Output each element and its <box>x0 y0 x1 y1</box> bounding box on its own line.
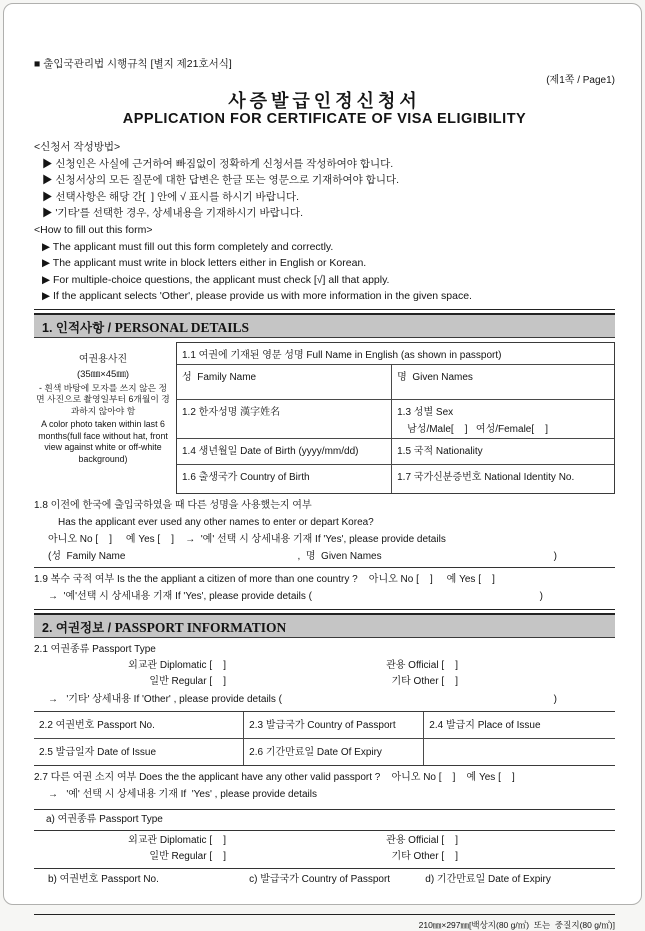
sex-checkboxes[interactable]: 남성/Male[ ] 여성/Female[ ] <box>407 423 549 435</box>
photo-title: 여권용사진 <box>78 353 128 365</box>
field-2-5-date-of-issue[interactable]: 2.5 발급일자 Date of Issue <box>39 746 157 758</box>
section1-header-english: PERSONAL DETAILS <box>114 319 250 335</box>
section1-header <box>34 313 615 338</box>
checkbox-other[interactable]: 기타 Other [ ] <box>391 851 458 863</box>
field-1-8-label-korean: 1.8 이전에 한국에 출입국하였을 때 다른 성명을 사용했는지 여부 <box>34 499 312 511</box>
divider <box>34 830 615 831</box>
field-1-5-nationality[interactable]: 1.5 국적 Nationality <box>391 439 614 464</box>
form-title-english: APPLICATION FOR CERTIFICATE OF VISA ELIGIBILITY <box>122 111 527 127</box>
scanned-page <box>3 3 642 930</box>
sub-a-passport-type: a) 여권종류 Passport Type <box>46 813 163 825</box>
checkbox-other[interactable]: 기타 Other [ ] <box>391 676 458 688</box>
instructions-english-heading: <How to fill out this form> <box>34 223 153 236</box>
divider <box>34 809 615 810</box>
regulation-note: ■ 출입국관리법 시행규칙 [별지 제21호서식] <box>34 58 232 70</box>
photo-note-korean: - 흰색 바탕에 모자를 쓰지 않은 정면 사진으로 촬영일부터 6개월이 경과하지 않아야 함 <box>36 382 170 416</box>
instruction-item: ▶ For multiple-choice questions, the applicant must check [√] all that apply. <box>42 273 390 286</box>
field-2-3-country-of-passport[interactable]: 2.3 발급국가 Country of Passport <box>243 712 423 738</box>
personal-details-table <box>34 342 615 494</box>
photo-size: (35㎜×45㎜) <box>76 368 129 380</box>
field-1-9-label[interactable]: 1.9 복수 국적 여부 Is the the appliant a citizen of more than one country ? 아니오 No [ ] 예 Yes [ ] <box>34 573 495 585</box>
instructions <box>34 139 615 305</box>
divider <box>34 567 615 568</box>
checkbox-diplomatic[interactable]: 외교관 Diplomatic [ ] <box>128 659 226 671</box>
detail-open: → '기타' 상세내용 If 'Other' , please provide details ( <box>48 693 283 705</box>
bottom-rule <box>34 914 615 915</box>
field-2-1 <box>34 641 615 708</box>
field-1-7-national-identity-no[interactable]: 1.7 국가신분증번호 National Identity No. <box>391 465 614 493</box>
empty-cell <box>423 739 615 765</box>
field-1-8-detail-blank[interactable] <box>34 548 557 565</box>
field-1-9 <box>34 571 615 605</box>
sub-c-country-of-passport[interactable]: c) 발급국가 Country of Passport <box>249 873 391 885</box>
checkbox-regular[interactable]: 일반 Regular [ ] <box>149 676 226 688</box>
section2-header <box>34 613 615 638</box>
detail-close: ) <box>539 590 543 602</box>
photo-note-english: A color photo taken within last 6 months(full face without hat, front view against white or off-white background) <box>38 419 168 464</box>
field-2-6-date-of-expiry[interactable]: 2.6 기간만료일 Date Of Expiry <box>243 739 423 765</box>
checkbox-official[interactable]: 관용 Official [ ] <box>386 659 458 671</box>
checkbox-diplomatic[interactable]: 외교관 Diplomatic [ ] <box>128 834 226 846</box>
field-1-8 <box>34 497 615 565</box>
photo-instructions <box>34 342 176 494</box>
detail-open: → '예'선택 시 상세내용 기재 If 'Yes', please provide details ( <box>48 590 312 602</box>
field-1-8-label-english: Has the applicant ever used any other names to enter or depart Korea? <box>58 516 374 528</box>
sub-d-date-of-expiry[interactable]: d) 기간만료일 Date of Expiry <box>425 873 551 885</box>
instruction-item: ▶ The applicant must fill out this form completely and correctly. <box>42 240 334 253</box>
divider <box>34 868 615 869</box>
field-1-2-hanja-name[interactable]: 1.2 한자성명 漢字姓名 <box>182 406 281 418</box>
checkbox-official[interactable]: 관용 Official [ ] <box>386 834 458 846</box>
divider <box>34 609 615 610</box>
section2-header-english: PASSPORT INFORMATION <box>114 619 287 635</box>
instruction-item: ▶ The applicant must write in block letters either in English or Korean. <box>42 257 367 270</box>
detail-mid: , 명 Given Names <box>297 550 382 562</box>
instruction-item: ▶ 신청인은 사실에 근거하여 빠짐없이 정확하게 신청서를 작성하여야 합니다. <box>42 157 394 170</box>
field-2-1-other-detail-blank[interactable] <box>34 691 557 708</box>
instruction-item: ▶ 선택사항은 해당 간[ ] 안에 √ 표시를 하시기 바랍니다. <box>42 190 300 203</box>
field-2-7-detail-note: → '예' 선택 시 상세내용 기재 If 'Yes' , please provide details <box>48 788 317 800</box>
instruction-item: ▶ 신청서상의 모든 질문에 대한 답변은 한글 또는 영문으로 기재하여야 합니다. <box>42 174 400 187</box>
section2-header-korean: 2. 여권정보 / <box>42 620 115 635</box>
passport-info-table <box>34 711 615 766</box>
instructions-korean-heading: <신청서 작성방법> <box>34 141 121 153</box>
page-indicator: (제1쪽 / Page1) <box>546 75 615 86</box>
detail-open: (성 Family Name <box>48 550 126 562</box>
section1-header-korean: 1. 인적사항 / <box>42 320 115 335</box>
instruction-item: ▶ If the applicant selects 'Other', please provide us with more information in the given space. <box>42 290 472 303</box>
form-title-korean: 사증발급인정신청서 <box>228 91 421 111</box>
field-2-4-place-of-issue[interactable]: 2.4 발급지 Place of Issue <box>423 712 615 738</box>
field-1-4-date-of-birth[interactable]: 1.4 생년월일 Date of Birth (yyyy/mm/dd) <box>182 445 359 457</box>
paper-spec-footer: 210㎜×297㎜[백상지(80 g/㎡) 또는 중질지(80 g/㎡)] <box>418 919 615 930</box>
detail-close: ) <box>553 550 557 562</box>
family-name-field[interactable]: 성 Family Name <box>182 371 257 383</box>
instruction-item: ▶ '기타'를 선택한 경우, 상세내용을 기재하시기 바랍니다. <box>42 207 303 220</box>
divider <box>34 309 615 310</box>
field-1-3-label: 1.3 성별 Sex <box>397 406 454 418</box>
field-1-9-detail-blank[interactable] <box>34 588 543 605</box>
field-1-8-checkboxes[interactable]: 아니오 No [ ] 예 Yes [ ] → '예' 선택 시 상세내용 기재 If 'Yes', please provide details <box>48 533 446 545</box>
field-1-6-country-of-birth[interactable]: 1.6 출생국가 Country of Birth <box>182 471 310 483</box>
other-passport-fields <box>34 871 615 888</box>
detail-close: ) <box>553 693 557 705</box>
field-1-1-label: 1.1 여권에 기재된 영문 성명 Full Name in English (as shown in passport) <box>182 349 502 361</box>
checkbox-regular[interactable]: 일반 Regular [ ] <box>149 851 226 863</box>
field-2-2-passport-no[interactable]: 2.2 여권번호 Passport No. <box>39 719 155 731</box>
field-1-3-sex <box>391 400 614 438</box>
given-names-field[interactable]: 명 Given Names <box>391 365 614 399</box>
field-2-1-label: 2.1 여권종류 Passport Type <box>34 643 156 655</box>
sub-b-passport-no[interactable]: b) 여권번호 Passport No. <box>48 873 159 885</box>
field-2-7-label[interactable]: 2.7 다른 여권 소지 여부 Does the the applicant have any other valid passport ? 아니오 No [ ] 예 Yes [ ] <box>34 771 515 783</box>
field-2-7 <box>34 769 615 803</box>
